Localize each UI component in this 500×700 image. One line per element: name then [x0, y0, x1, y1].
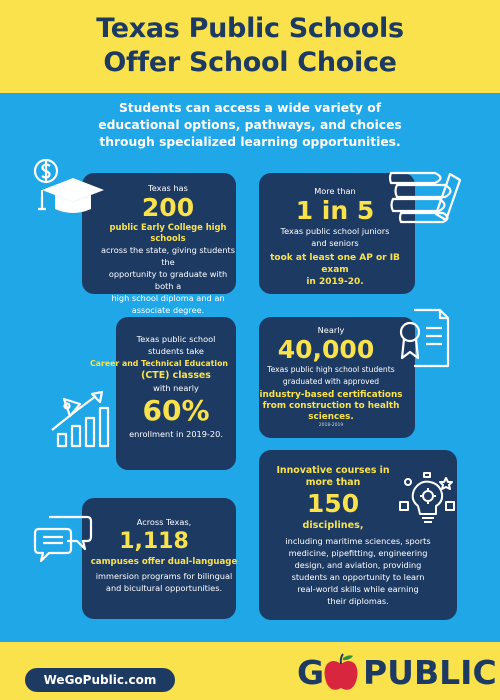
innovative-body-4: students an opportunity to learn: [291, 572, 425, 582]
ap-ib-highlight-1: took at least one AP or IB exam: [270, 253, 400, 275]
early-college-highlight: public Early College high schools: [109, 222, 227, 243]
certifications-highlight-2: from construction to health: [262, 401, 400, 411]
books-icon: [388, 166, 466, 224]
certificate-icon: [396, 304, 456, 372]
card-cte: [90, 317, 236, 470]
page-title-line-2: Offer School Choice: [103, 47, 397, 78]
early-college-body-2: opportunity to graduate with both a: [108, 269, 228, 291]
dual-language-body-1: immersion programs for bilingual: [95, 571, 233, 581]
page-title-line-1: Texas Public Schools: [96, 13, 404, 44]
go-public-logo: [297, 650, 497, 696]
ap-ib-number: 1 in 5: [295, 196, 375, 225]
certifications-highlight-3: sciences.: [308, 412, 354, 422]
cte-highlight-2: (CTE) classes: [141, 370, 211, 381]
cte-number: 60%: [142, 394, 210, 427]
lightbulb-gear-icon: [396, 472, 458, 530]
certifications-highlight-1: industry-based certifications: [259, 390, 403, 400]
ap-ib-highlight-2: in 2019-20.: [306, 277, 364, 287]
card-dual-language: [82, 498, 236, 619]
innovative-number: 150: [306, 489, 360, 518]
certifications-number: 40,000: [277, 335, 375, 364]
innovative-body-6: their diplomas.: [327, 596, 389, 606]
innovative-body-3: design, and aviation, providing: [294, 560, 422, 570]
early-college-body-3: high school diploma and an: [111, 293, 225, 303]
apple-icon: [323, 652, 359, 694]
early-college-number: 200: [141, 193, 195, 222]
logo-letter-g: G: [297, 653, 325, 692]
cte-highlight-1: Career and Technical Education: [90, 359, 228, 368]
intro-line-2: educational options, pathways, and choices: [98, 118, 402, 132]
website-link[interactable]: WeGoPublic.com: [25, 668, 175, 692]
innovative-highlight-2: more than: [305, 477, 361, 488]
intro-line-1: Students can access a wide variety of: [118, 101, 382, 115]
cte-lead-2: students take: [148, 346, 204, 356]
intro-text: [60, 100, 440, 151]
intro-line-3: through specialized learning opportunities.: [99, 135, 401, 149]
cte-lead-1: Texas public school: [136, 334, 216, 344]
cte-body-1: with nearly: [153, 383, 199, 393]
speech-bubbles-icon: [33, 511, 95, 563]
graduation-cap-dollar-icon: [28, 157, 108, 223]
certifications-lead: Nearly: [317, 325, 345, 335]
early-college-lead: Texas has: [148, 183, 188, 193]
innovative-highlight-3: disciplines,: [302, 520, 364, 531]
cte-body-2: enrollment in 2019-20.: [129, 429, 223, 439]
ap-ib-body-2: and seniors: [311, 238, 359, 248]
certifications-body-1: Texas public high school students: [267, 365, 395, 374]
ap-ib-body-1: Texas public school juniors: [280, 226, 390, 236]
dual-language-lead: Across Texas,: [136, 517, 192, 527]
dual-language-number: 1,118: [119, 529, 189, 554]
card-certifications: [259, 317, 415, 438]
innovative-body-2: medicine, pipefitting, engineering: [288, 548, 428, 558]
page-title: [0, 12, 500, 80]
certifications-footnote: 2018-2019: [318, 423, 344, 428]
early-college-body-1: across the state, giving students the: [101, 245, 235, 267]
early-college-body-4: associate degree.: [131, 305, 205, 315]
certifications-body-2: graduated with approved: [282, 377, 380, 386]
rocket-growth-icon: [48, 390, 114, 448]
dual-language-highlight: campuses offer dual-language: [90, 557, 238, 567]
dual-language-body-2: and bicultural opportunities.: [105, 583, 223, 593]
innovative-body-1: including maritime sciences, sports: [285, 536, 431, 546]
ap-ib-lead: More than: [314, 186, 356, 196]
logo-word-public: PUBLIC: [363, 653, 497, 692]
innovative-body-5: real-world skills while earning: [297, 584, 419, 594]
innovative-highlight-1: Innovative courses in: [276, 465, 390, 476]
